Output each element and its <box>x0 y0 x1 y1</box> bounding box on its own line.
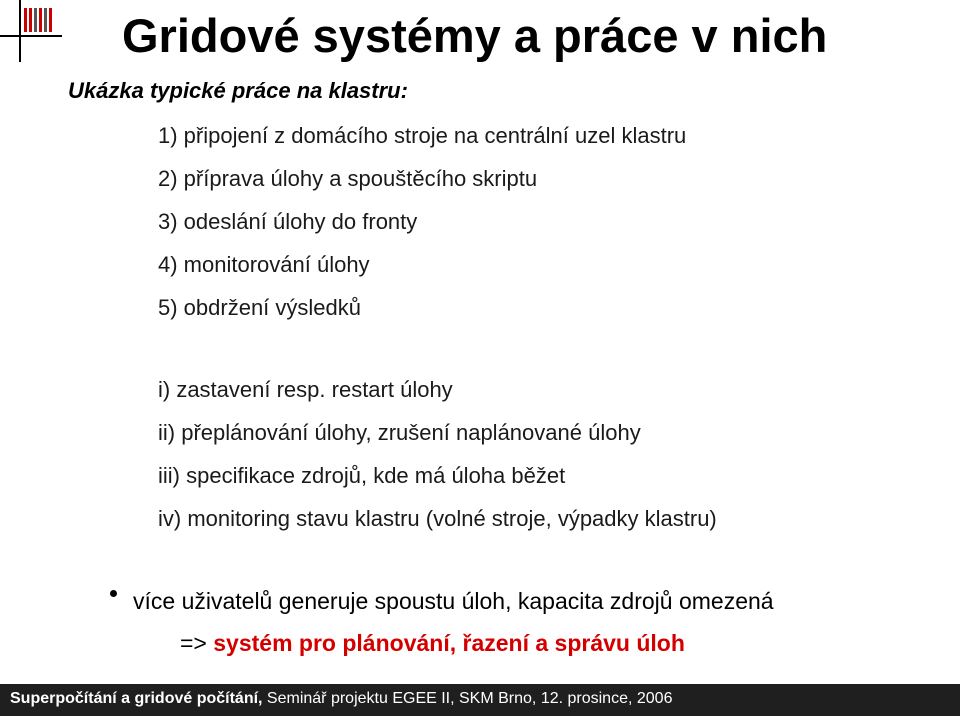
step-2: 2) příprava úlohy a spouštěcího skriptu <box>158 166 538 191</box>
bullet-text: více uživatelů generuje spoustu úloh, kapacita zdrojů omezená <box>133 588 774 614</box>
footer-text <box>10 690 672 708</box>
substep-iv: iv) monitoring stavu klastru (volné stroje, výpadky klastru) <box>158 506 717 531</box>
bullet-icon <box>110 590 117 597</box>
substep-iii: iii) specifikace zdrojů, kde má úloha běžet <box>158 463 566 488</box>
footer-bar <box>0 684 960 716</box>
conclusion-line <box>180 630 685 657</box>
step-3: 3) odeslání úlohy do fronty <box>158 209 418 234</box>
footer-bold: Superpočítání a gridové počítání, <box>10 690 263 707</box>
logo-icon <box>0 0 62 62</box>
substep-ii: ii) přeplánování úlohy, zrušení naplánované úlohy <box>158 420 641 445</box>
page-title: Gridové systémy a práce v nich <box>122 9 828 62</box>
section-subtitle: Ukázka typické práce na klastru: <box>68 78 408 103</box>
footer-rest: Seminář projektu EGEE II, SKM Brno, 12. prosince, 2006 <box>262 690 673 707</box>
step-5: 5) obdržení výsledků <box>158 295 361 320</box>
substep-i: i) zastavení resp. restart úlohy <box>158 377 453 402</box>
conclusion-emphasis: systém pro plánování, řazení a správu úloh <box>213 630 685 656</box>
conclusion-prefix: => <box>180 630 214 656</box>
step-1: 1) připojení z domácího stroje na centrální uzel klastru <box>158 123 687 148</box>
step-4: 4) monitorování úlohy <box>158 252 370 277</box>
